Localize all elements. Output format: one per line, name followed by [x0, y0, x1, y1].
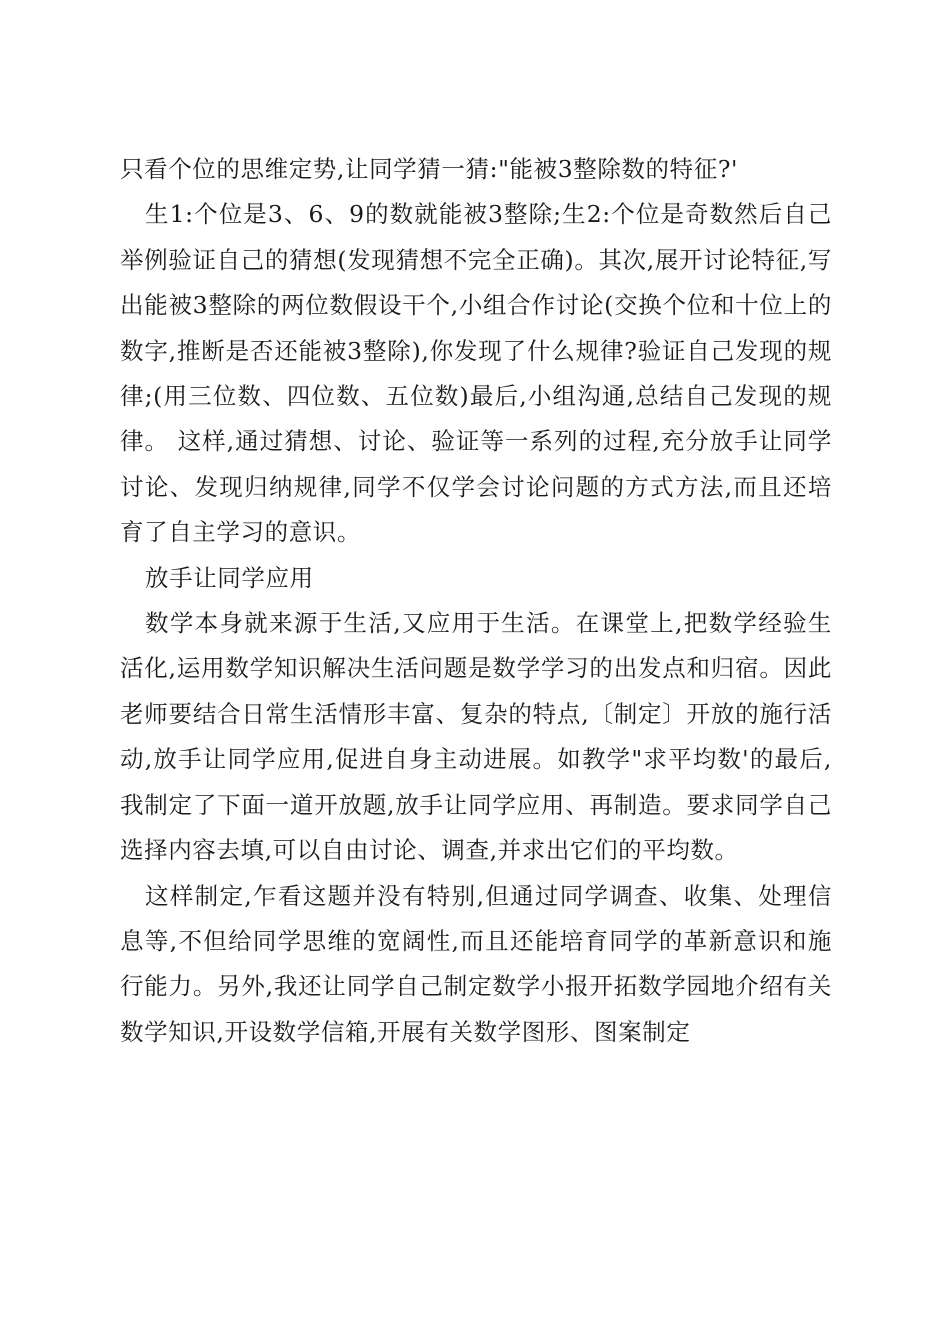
paragraph-continuation: 只看个位的思维定势,让同学猜一猜:"能被3整除数的特征?'	[120, 155, 739, 183]
document-body	[120, 147, 832, 1055]
paragraph-design-benefits: 这样制定,乍看这题并没有特别,但通过同学调查、收集、处理信息等,不但给同学思维的宽阔性,而且还能培育同学的革新意识和施行能力。另外,我还让同学自己制定数学小报开拓数学园地介绍有关数学知识,开设数学信箱,开展有关数学图形、图案制定	[120, 881, 832, 1046]
paragraph-math-from-life: 数学本身就来源于生活,又应用于生活。在课堂上,把数学经验生活化,运用数学知识解决生活问题是数学学习的出发点和归宿。因此老师要结合日常生活情形丰富、复杂的特点,〔制定〕开放的施行活动,放手让同学应用,促进自身主动进展。如教学"求平均数'的最后,我制定了下面一道开放题,放手让同学应用、再制造。要求同学自己选择内容去填,可以自由讨论、调查,并求出它们的平均数。	[120, 609, 833, 865]
paragraph-student-guesses: 生1:个位是3、6、9的数就能被3整除;生2:个位是奇数然后自己举例验证自己的猜想(发现猜想不完全正确)。其次,展开讨论特征,写出能被3整除的两位数假设干个,小组合作讨论(交换个位和十位上的数字,推断是否还能被3整除),你发现了什么规律?验证自己发现的规律;(用三位数、四位数、五位数)最后,小组沟通,总结自己发现的规律。 这样,通过猜想、讨论、验证等一系列的过程,充分放手让同学讨论、发现归纳规律,同学不仅学会讨论问题的方式方法,而且还培育了自主学习的意识。	[120, 200, 832, 547]
section-heading-application: 放手让同学应用	[145, 563, 314, 592]
